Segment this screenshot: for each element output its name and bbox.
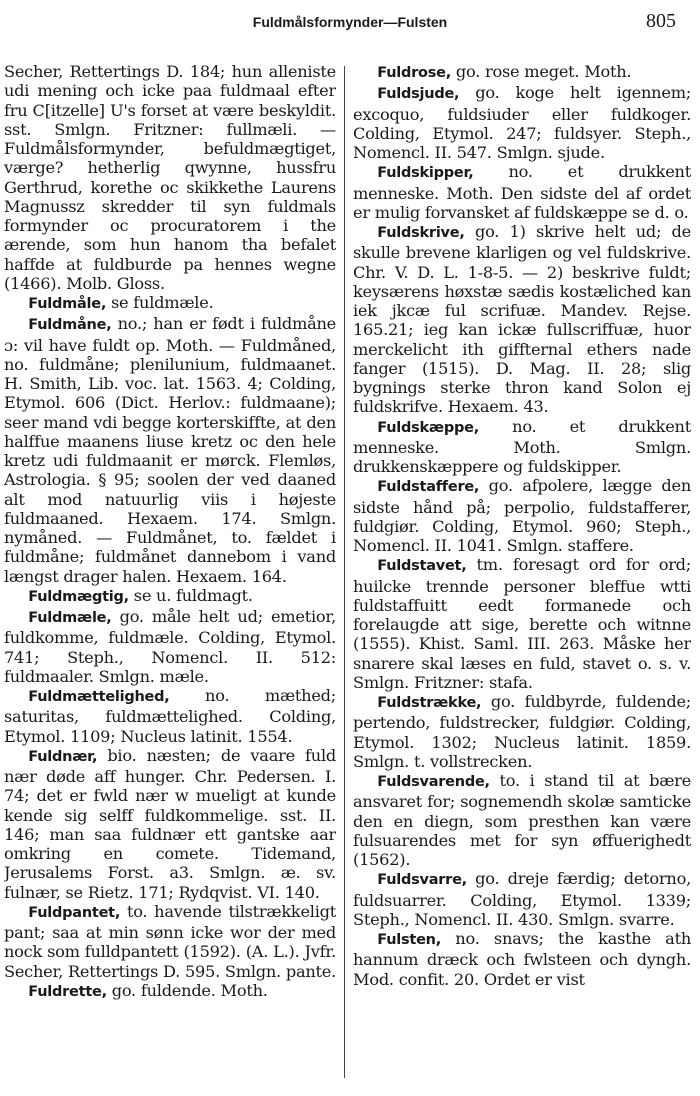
entry-text: no. snavs; the kasthe ath hannum dræck och fwlsteen och dyngh. Mod. confit. 20. Ordet er vist	[353, 929, 691, 989]
entry-headword: Fuldrose,	[377, 65, 451, 81]
entry-text: go. 1) skrive helt ud; de skulle brevene klarligen og vel fuldskrive. Chr. V. D. L. 1-8-5. — 2) beskrive fuldt; keysærens høxstæ sædis kostæliched kan iek jkcæ ful scrifuæ. Mandev. Rejse. 165.21; ieg kan ickæ fullscriffuæ, huor merckelicht ith giffternal ethers nade fanger (1515). D. Mag. II. 28; slig bygnings sterke thron kand Solon ej fuldskrifve. Hexaem. 43.	[353, 222, 691, 417]
entry-headword: Fuldstaffere,	[377, 479, 480, 496]
right-column	[353, 62, 691, 1082]
entry-headword: Fuldskæppe,	[377, 419, 479, 436]
left-column	[4, 62, 336, 1082]
page-number: 805	[646, 10, 676, 32]
entry-headword: Fuldpantet,	[28, 904, 121, 921]
entry-headword: Fuldmættelighed,	[28, 689, 170, 705]
entry-headword: Fuldskipper,	[377, 165, 474, 182]
dictionary-entry	[353, 83, 691, 162]
entry-headword: Fuldsjude,	[377, 86, 460, 103]
entry-text: go. dreje færdig; detorno, fuldsuarrer. Colding, Etymol. 1339; Steph., Nomencl. II. 430. Smlgn. svarre.	[353, 869, 691, 929]
entry-text: to. havende tilstrækkeligt pant; saa at min sønn icke wor der med nock som fulldpantett (1592). (A. L.). Jvfr. Secher, Rettertings D. 595. Smlgn. pante.	[4, 901, 336, 981]
entry-headword: Fuldmægtig,	[28, 588, 129, 605]
entry-headword: Fuldmæle,	[28, 610, 112, 626]
entry-headword: Fuldstavet,	[377, 558, 467, 575]
dictionary-entry	[4, 902, 336, 981]
entry-text: no. et drukkent menneske. Moth. Smlgn. drukkenskæppere og fuldskipper.	[353, 416, 691, 476]
entry-text: no.; han er født i fuldmåne ɔ: vil have fuldt op. Moth. — Fuldmåned, no. fuldmåne; plenilunium, fuldmaanet. H. Smith, Lib. voc. lat. 1563. 4; Colding, Etymol. 606 (Dict. Herlov.: fuldmaane); seer mand vdi begge korterskiffte, at den halffue maanens liuse kretz oc den hele kretz udi fuldmaanit er mørck. Flemløs, Astrologia. § 95; soolen der ved daaned alt mod natuurlig viis i højeste fuldmaaned. Hexaem. 174. Smlgn. nymåned. — Fuldmånet, to. fældet i fuldmåne; fuldmånet dannebom i vand længst drager halen. Hexaem. 164.	[4, 314, 336, 586]
entry-text: se fuldmæle.	[106, 293, 214, 312]
entry-text: no. et drukkent menneske. Moth. Den sidste del af ordet er mulig forvansket af fuldskæppe se d. o.	[353, 162, 691, 222]
dictionary-entry	[4, 62, 336, 293]
entry-text: go. afpolere, lægge den sidste hånd på; perpolio, fuldstafferer, fuldgiør. Colding, Etymol. 960; Steph., Nomencl. II. 1041. Smlgn. staffere.	[353, 476, 691, 555]
entry-text: go. koge helt igennem; excoquo, fuldsiuder eller fuldkoger. Colding, Etymol. 247; fuldsyer. Steph., Nomencl. II. 547. Smlgn. sjude.	[353, 83, 691, 162]
entry-headword: Fuldsvarre,	[377, 872, 467, 889]
dictionary-entry	[4, 586, 336, 607]
entry-headword: Fuldstrække,	[377, 695, 482, 711]
dictionary-entry	[4, 981, 336, 1002]
entry-headword: Fuldskrive,	[377, 225, 465, 241]
entry-text: go. rose meget. Moth.	[451, 62, 632, 81]
entry-headword: Fuldnær,	[28, 748, 98, 765]
dictionary-entry	[4, 293, 336, 314]
entry-text: go. fuldbyrde, fuldende; pertendo, fuldstrecker, fuldgiør. Colding, Etymol. 1302; Nucleus latinit. 1859. Smlgn. t. vollstrecken.	[353, 692, 691, 771]
dictionary-entry	[353, 476, 691, 555]
dictionary-entry	[4, 686, 336, 746]
dictionary-entry	[4, 314, 336, 586]
dictionary-entry	[353, 929, 691, 989]
entry-headword: Fuldrette,	[28, 983, 107, 1000]
entry-text: tm. foresagt ord for ord; huilcke trennde personer bleffue wtti fuldstaffuitt eedt formanede och forelaugde att sige, berette och witnne (1555). Khist. Saml. III. 263. Måske her snarere skal læses en fuld, stavet o. s. v. Smlgn. Fritzner: stafa.	[353, 555, 691, 692]
dictionary-entry	[353, 222, 691, 417]
running-title: Fuldmålsformynder—Fulsten	[252, 14, 448, 30]
dictionary-entry	[4, 746, 336, 902]
entry-text: se u. fuldmagt.	[128, 585, 253, 605]
entry-text: Secher, Rettertings D. 184; hun alleniste udi mening och icke paa fuldmaal efter fru C[itzelle] U's forset at være beskyldit. sst. Smlgn. Fritzner: fullmæli. — Fuldmålsformynder, befuldmægtiget, værge? hetherlig qwynne, hussfru Gerthrud, korethe oc skikkethe Laurens Magnussz skredder til syn fuldmals formynder oc procuratorem i the ærende, som hun hanom tha befalet haffde at fuldburde pa hennes wegne (1466). Molb. Gloss.	[4, 62, 336, 293]
entry-text: no. mæthed; saturitas, fuldmættelighed. Colding, Etymol. 1109; Nucleus latinit. 1554.	[4, 686, 336, 746]
dictionary-entry	[353, 62, 691, 83]
dictionary-entry	[353, 771, 691, 869]
entry-headword: Fuldmåne,	[28, 317, 112, 334]
entry-headword: Fulsten,	[377, 932, 441, 948]
dictionary-entry	[353, 162, 691, 222]
running-head	[0, 8, 700, 38]
dictionary-entry	[353, 417, 691, 477]
entry-headword: Fuldmåle,	[28, 296, 107, 312]
entry-headword: Fuldsvarende,	[377, 774, 490, 790]
column-divider	[344, 66, 345, 1078]
dictionary-entry	[353, 869, 691, 929]
entry-text: go. måle helt ud; emetior, fuldkomme, fuldmæle. Colding, Etymol. 741; Steph., Nomencl. II. 512: fuldmaaler. Smlgn. mæle.	[4, 607, 336, 686]
dictionary-entry	[4, 607, 336, 686]
entry-text: go. fuldende. Moth.	[106, 980, 268, 1000]
entry-text: to. i stand til at bære ansvaret for; sognemendh skolæ samticke den en diegn, som presthen kan være fulsuarendes met for syn øffuerighedt (1562).	[353, 771, 691, 869]
entry-text: bio. næsten; de vaare fuld nær døde aff hunger. Chr. Pedersen. I. 74; det er fwld nær w mueligt at kunde kende sig selff fuldkommelige. sst. II. 146; man saa fuldnær ett gantske aar omkring en comete. Tidemand, Jerusalems Forst. a3. Smlgn. æ. sv. fulnær, se Rietz. 171; Rydqvist. VI. 140.	[4, 745, 336, 902]
dictionary-entry	[353, 692, 691, 771]
dictionary-entry	[353, 555, 691, 692]
